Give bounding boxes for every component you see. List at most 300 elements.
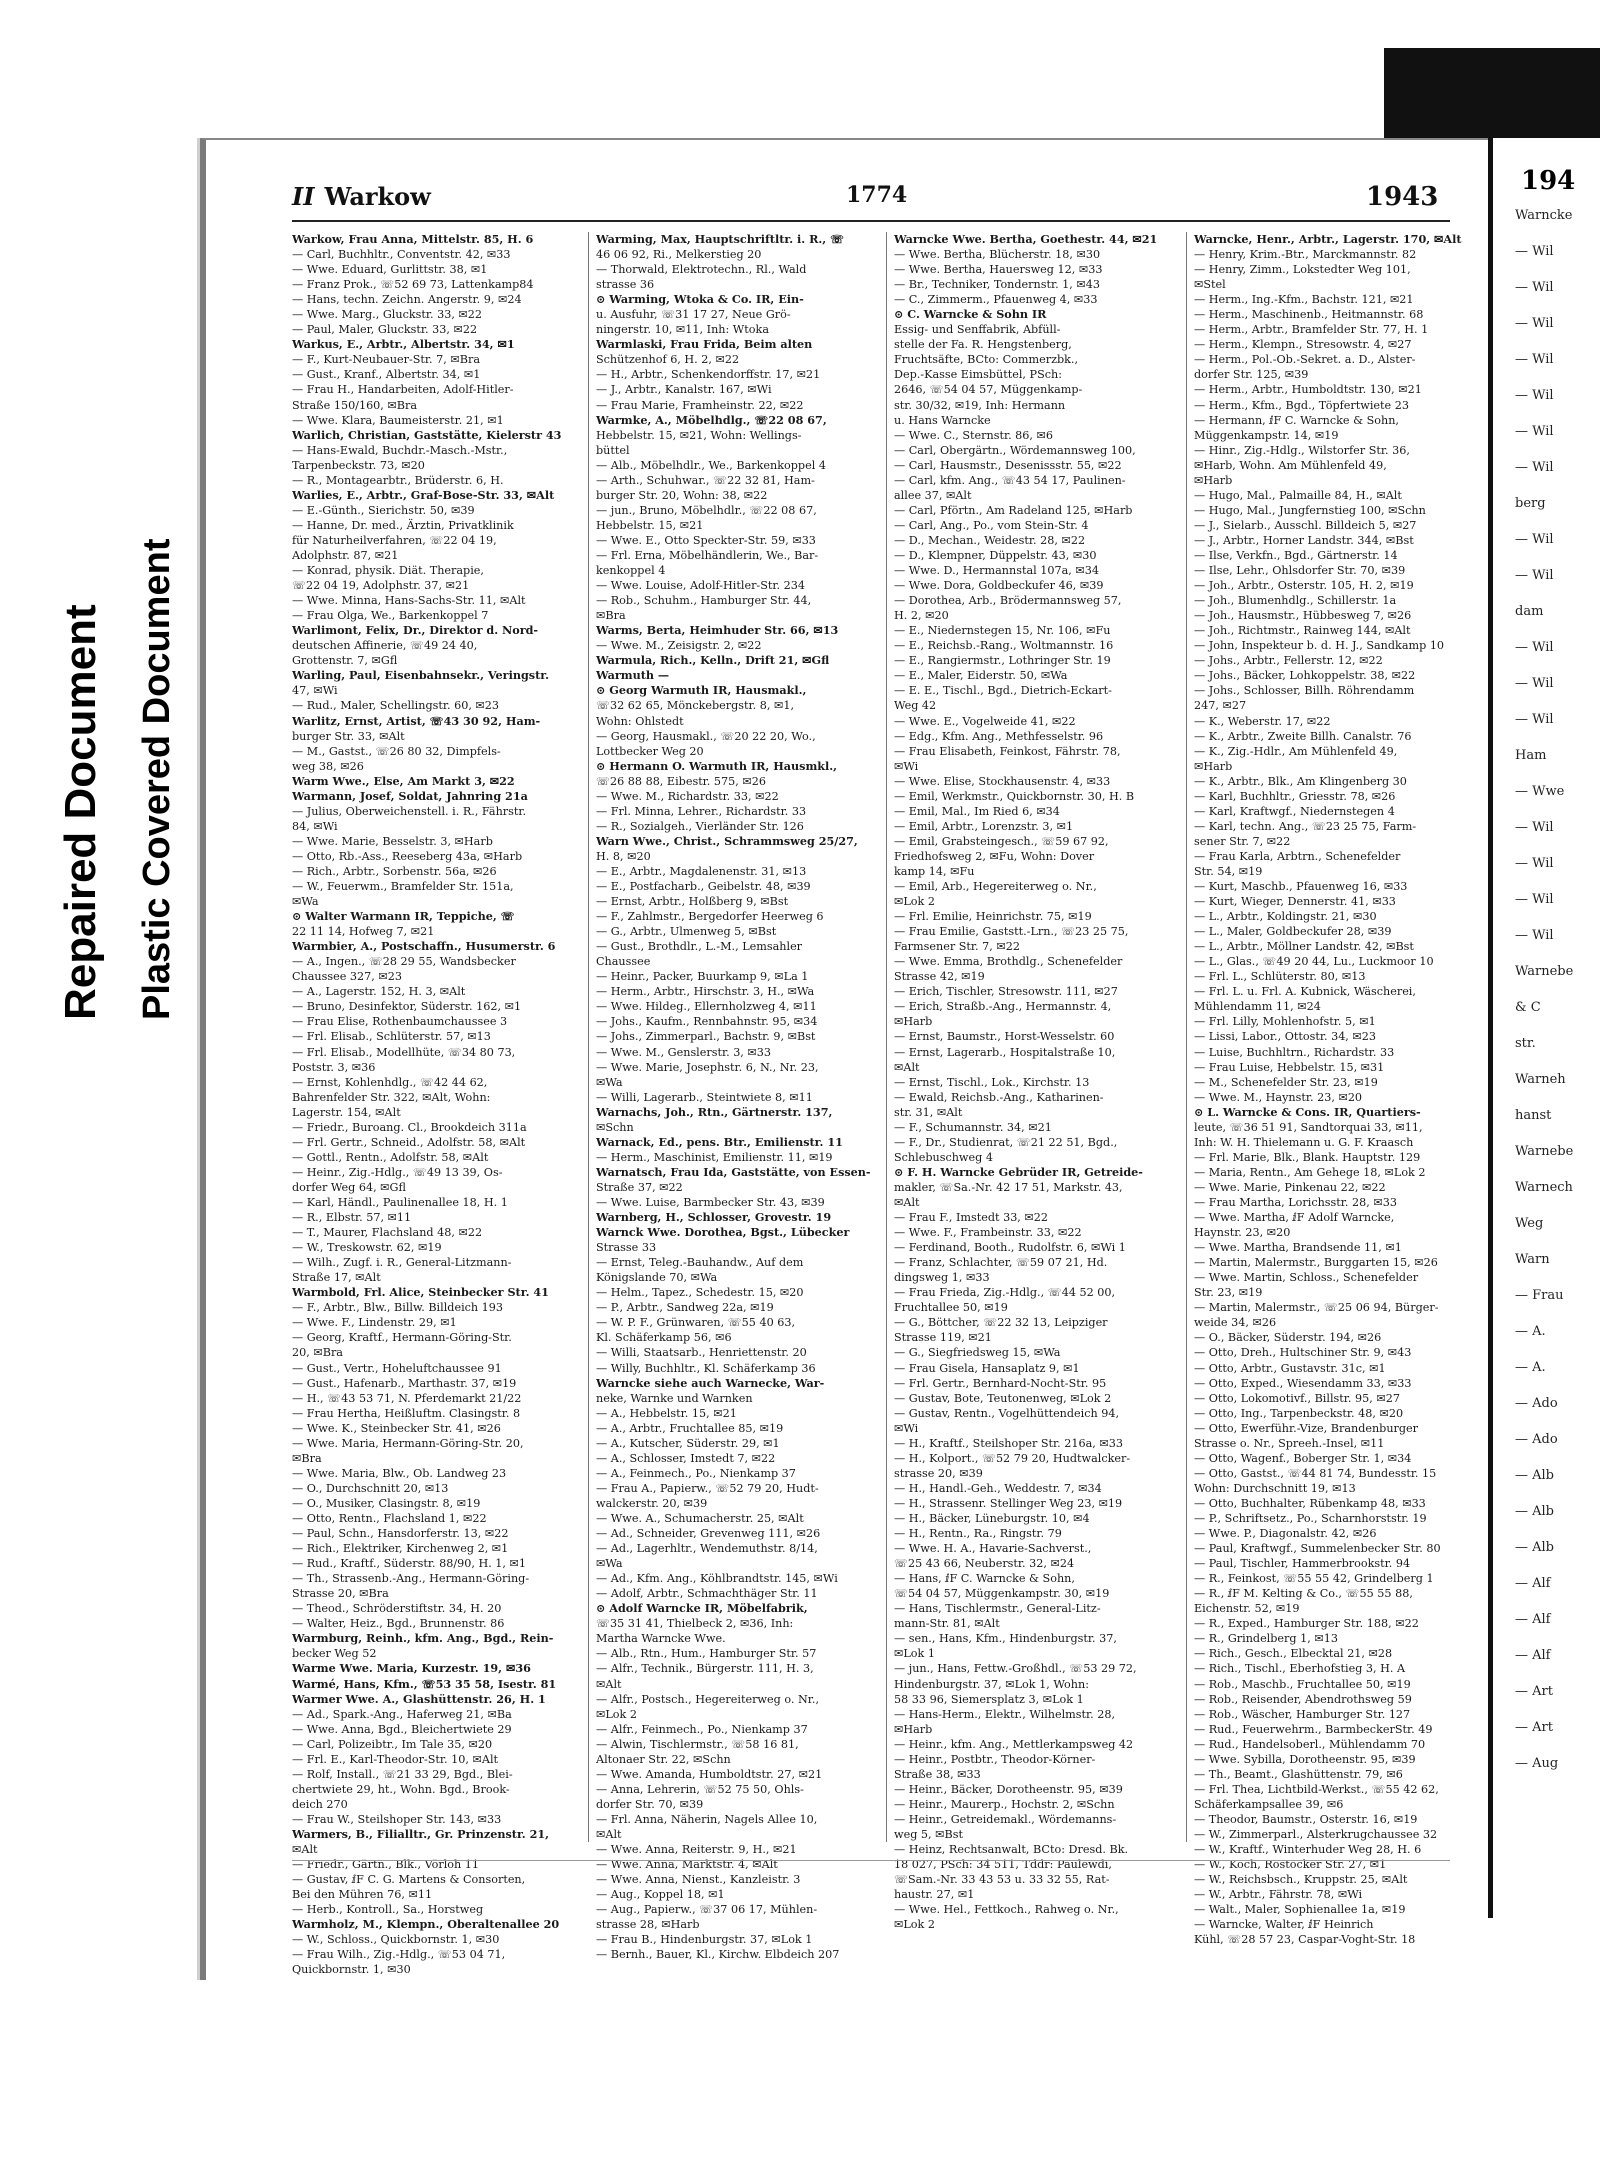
directory-line: — Erich, Tischler, Stresowstr. 111, ✉27	[894, 985, 1118, 999]
directory-line: — Gust., Brothdlr., L.-M., Lemsahler	[596, 940, 803, 954]
directory-line: Str. 54, ✉19	[1194, 864, 1263, 878]
directory-line: — G., Siegfriedsweg 15, ✉Wa	[894, 1346, 1061, 1360]
directory-line: — Ernst, Teleg.-Bauhandw., Auf dem	[596, 1256, 804, 1270]
directory-line: — W., Arbtr., Fährstr. 78, ✉Wi	[1194, 1888, 1363, 1902]
directory-line: Warkus, E., Arbtr., Albertstr. 34, ✉1	[292, 337, 515, 352]
directory-line: Bei den Mühren 76, ✉11	[292, 1888, 433, 1902]
directory-line: — Heinr., kfm. Ang., Mettlerkampsweg 42	[894, 1737, 1134, 1751]
directory-line: — Ernst, Tischl., Lok., Kirchstr. 13	[894, 1075, 1090, 1089]
directory-line: — H., Bäcker, Lüneburgstr. 10, ✉4	[894, 1511, 1090, 1525]
directory-line: — Wwe. Martin, Schloss., Schenefelder	[1194, 1271, 1419, 1285]
directory-line: — Wwe. C., Sternstr. 86, ✉6	[894, 428, 1054, 442]
adjacent-line: — Art	[1515, 1720, 1553, 1735]
directory-line: 47, ✉Wi	[292, 684, 338, 698]
adjacent-line: — Wil	[1515, 640, 1554, 655]
directory-line: — Ferdinand, Booth., Rudolfstr. 6, ✉Wi 1	[894, 1241, 1126, 1255]
directory-line: — Lissi, Labor., Ottostr. 34, ✉23	[1194, 1030, 1377, 1044]
directory-line: Schäferkampsallee 39, ✉6	[1194, 1797, 1344, 1811]
adjacent-line: — Wil	[1515, 712, 1554, 727]
head-name: Warkow	[324, 182, 431, 211]
directory-line: — Wwe. Marie, Josephstr. 6, N., Nr. 23,	[596, 1060, 819, 1074]
directory-line: Straße 37, ✉22	[596, 1180, 683, 1194]
directory-line: — Hugo, Mal., Jungfernstieg 100, ✉Schn	[1194, 503, 1426, 517]
directory-line: Haynstr. 23, ✉20	[1194, 1226, 1291, 1240]
directory-line: u. Hans Warncke	[894, 413, 991, 427]
adjacent-line: — Wil	[1515, 568, 1554, 583]
adjacent-line: Warnebe	[1515, 964, 1574, 979]
directory-line: — Herm., Arbtr., Humboldtstr. 130, ✉21	[1194, 383, 1422, 397]
directory-line: — Heinr., Zig.-Hdlg., ☏49 13 39, Os-	[292, 1165, 503, 1179]
directory-line: — Wwe. Dora, Goldbeckufer 46, ✉39	[894, 579, 1104, 593]
directory-line: — John, Inspekteur b. d. H. J., Sandkamp 10	[1194, 639, 1445, 653]
directory-line: Warmer Wwe. A., Glashüttenstr. 26, H. 1	[292, 1691, 546, 1706]
directory-line: — Rob., Maschb., Fruchtallee 50, ✉19	[1194, 1677, 1411, 1691]
directory-line: — Frl. L., Schlüterstr. 80, ✉13	[1194, 970, 1366, 984]
directory-line: — Frl. Minna, Lehrer., Richardstr. 33	[596, 804, 807, 818]
directory-line: Warncke Wwe. Bertha, Goethestr. 44, ✉21	[894, 232, 1158, 246]
adjacent-line: — Alf	[1515, 1576, 1551, 1591]
directory-line: — Hans-Ewald, Buchdr.-Masch.-Mstr.,	[292, 443, 508, 457]
directory-line: — Anna, Lehrerin, ☏52 75 50, Ohls-	[596, 1782, 804, 1796]
directory-line: — Otto, Arbtr., Gustavstr. 31c, ✉1	[1194, 1361, 1386, 1375]
directory-line: — Gust., Vertr., Hoheluftchaussee 91	[292, 1361, 502, 1375]
directory-line: — H., Rentn., Ra., Ringstr. 79	[894, 1527, 1062, 1541]
directory-line: ningerstr. 10, ✉11, Inh: Wtoka	[596, 323, 769, 337]
directory-line: — Rich., Gesch., Elbecktal 21, ✉28	[1194, 1647, 1393, 1661]
directory-line: — Wwe. Anna, Nienst., Kanzleistr. 3	[596, 1873, 801, 1887]
directory-line: — Johs., Zimmerparl., Bachstr. 9, ✉Bst	[596, 1030, 816, 1044]
directory-line: — Wwe. Elise, Stockhausenstr. 4, ✉33	[894, 774, 1111, 788]
directory-line: — K., Zig.-Hdlr., Am Mühlenfeld 49,	[1194, 744, 1398, 758]
directory-line: — Frau Elisabeth, Feinkost, Fährstr. 78,	[894, 744, 1121, 758]
directory-line: Warmlaski, Frau Frida, Beim alten	[596, 337, 813, 352]
directory-line: — Frl. Lilly, Mohlenhofstr. 5, ✉1	[1194, 1015, 1376, 1029]
directory-line: — R., Exped., Hamburger Str. 188, ✉22	[1194, 1617, 1419, 1631]
directory-line: — W., Feuerwm., Bramfelder Str. 151a,	[292, 880, 514, 894]
directory-line: str. 30/32, ✉19, Inh: Hermann	[894, 398, 1066, 412]
directory-line: — W., Koch, Rostocker Str. 27, ✉1	[1194, 1858, 1387, 1872]
directory-line: ✉Alt	[596, 1677, 622, 1691]
directory-line: — M., Gastst., ☏26 80 32, Dimpfels-	[292, 744, 501, 758]
directory-line: kamp 14, ✉Fu	[894, 864, 975, 878]
directory-line: — A., Feinmech., Po., Nienkamp 37	[596, 1466, 796, 1480]
directory-line: Warmholz, M., Klempn., Oberaltenallee 20	[292, 1917, 560, 1932]
directory-line: Warm Wwe., Else, Am Markt 3, ✉22	[292, 773, 515, 788]
directory-line: Str. 23, ✉19	[1194, 1286, 1263, 1300]
directory-line: — Wwe. M., Haynstr. 23, ✉20	[1194, 1090, 1363, 1104]
directory-line: — Wwe. Bertha, Blücherstr. 18, ✉30	[894, 248, 1101, 262]
directory-line: ✉Harb, Wohn. Am Mühlenfeld 49,	[1194, 458, 1387, 472]
directory-line: — Frau B., Hindenburgstr. 37, ✉Lok 1	[596, 1933, 813, 1947]
directory-line: — Frau Emilie, Gaststt.-Lrn., ☏23 25 75,	[894, 925, 1129, 939]
directory-line: ✉Alt	[894, 1060, 920, 1074]
directory-line: Wohn: Ohlstedt	[596, 714, 684, 728]
directory-line: — Herm., Arbtr., Bramfelder Str. 77, H. 1	[1194, 323, 1429, 337]
section-numeral: II	[292, 182, 315, 211]
directory-line: ⊙ Adolf Warncke IR, Möbelfabrik,	[596, 1601, 808, 1616]
directory-line: — Wwe. K., Steinbecker Str. 41, ✉26	[292, 1421, 501, 1435]
directory-line: Warmke, A., Möbelhdlg., ☏22 08 67,	[596, 412, 827, 427]
directory-line: — Frau W., Steilshoper Str. 143, ✉33	[292, 1812, 502, 1826]
directory-line: — Ilse, Verkfn., Bgd., Gärtnerstr. 14	[1194, 548, 1398, 562]
directory-line: — Ewald, Reichsb.-Ang., Katharinen-	[894, 1090, 1104, 1104]
directory-line: — Herm., Klempn., Stresowstr. 4, ✉27	[1194, 338, 1412, 352]
directory-line: — A., Arbtr., Fruchtallee 85, ✉19	[596, 1421, 784, 1435]
directory-line: — Emil, Arb., Hegereiterweg o. Nr.,	[894, 880, 1097, 894]
directory-line: Warkow, Frau Anna, Mittelstr. 85, H. 6	[292, 232, 534, 246]
directory-line: — R., ⅈF M. Kelting & Co., ☏55 55 88,	[1194, 1587, 1413, 1601]
directory-line: Warlies, E., Arbtr., Graf-Bose-Str. 33, ✉Alt	[292, 487, 555, 502]
directory-line: — Carl, Pförtn., Am Radeland 125, ✉Harb	[894, 503, 1133, 517]
adjacent-line: — Wwe	[1515, 784, 1565, 799]
directory-line: — sen., Hans, Kfm., Hindenburgstr. 37,	[894, 1632, 1117, 1646]
directory-line: ☏32 62 65, Mönckebergstr. 8, ✉1,	[596, 699, 795, 713]
directory-line: Grottenstr. 7, ✉Gfl	[292, 654, 398, 668]
directory-line: — Frl. Thea, Lichtbild-Werkst., ☏55 42 62,	[1194, 1782, 1439, 1796]
directory-line: ✉Wi	[894, 1421, 919, 1435]
directory-line: Warmann, Josef, Soldat, Jahnring 21a	[292, 788, 528, 803]
directory-line: — L., Glas., ☏49 20 44, Lu., Luckmoor 10	[1194, 955, 1434, 969]
directory-line: — Rud., Kraftf., Süderstr. 88/90, H. 1, ✉1	[292, 1557, 527, 1571]
directory-line: ☏35 31 41, Thielbeck 2, ✉36, Inh:	[596, 1617, 794, 1631]
directory-line: 247, ✉27	[1194, 699, 1247, 713]
directory-line: — W., Schloss., Quickbornstr. 1, ✉30	[292, 1933, 500, 1947]
directory-line: Inh: W. H. Thielemann u. G. F. Kraasch	[1194, 1135, 1414, 1149]
directory-line: 58 33 96, Siemersplatz 3, ✉Lok 1	[894, 1692, 1084, 1706]
directory-line: — E., Niedernstegen 15, Nr. 106, ✉Fu	[894, 624, 1111, 638]
directory-line: — Emil, Grabsteingesch., ☏59 67 92,	[894, 834, 1109, 848]
directory-line: — Edg., Kfm. Ang., Methfesselstr. 96	[894, 729, 1104, 743]
directory-line: allee 37, ✉Alt	[894, 488, 972, 502]
directory-line: — P., Schriftsetz., Po., Scharnhorststr. 19	[1194, 1511, 1427, 1525]
directory-line: — Wwe. Marie, Besselstr. 3, ✉Harb	[292, 834, 493, 848]
directory-line: dingsweg 1, ✉33	[894, 1271, 990, 1285]
directory-line: strasse 28, ✉Harb	[596, 1918, 700, 1932]
directory-line: — L., Arbtr., Koldingstr. 21, ✉30	[1194, 910, 1377, 924]
directory-line: — F., Dr., Studienrat, ☏21 22 51, Bgd.,	[894, 1135, 1118, 1149]
directory-line: Eichenstr. 52, ✉19	[1194, 1602, 1300, 1616]
directory-line: stelle der Fa. R. Hengstenberg,	[894, 338, 1072, 352]
adjacent-line: — Wil	[1515, 316, 1554, 331]
directory-line: — Rob., Wäscher, Hamburger Str. 127	[1194, 1707, 1411, 1721]
adjacent-line: — Alf	[1515, 1612, 1551, 1627]
directory-line: — J., Arbtr., Horner Landstr. 344, ✉Bst	[1194, 533, 1414, 547]
directory-line: — Ilse, Lehr., Ohlsdorfer Str. 70, ✉39	[1194, 564, 1406, 578]
directory-line: — Georg, Hausmakl., ☏20 22 20, Wo.,	[596, 729, 816, 743]
directory-line: — Gustav, ⅈF C. G. Martens & Consorten,	[292, 1873, 526, 1887]
directory-line: — A., Kutscher, Süderstr. 29, ✉1	[596, 1436, 780, 1450]
directory-line: — A., Ingen., ☏28 29 55, Wandsbecker	[292, 955, 516, 969]
directory-line: Schlebuschweg 4	[894, 1150, 993, 1164]
directory-line: ☏Sam.-Nr. 33 43 53 u. 33 32 55, Rat-	[894, 1873, 1110, 1887]
directory-line: — M., Schenefelder Str. 23, ✉19	[1194, 1075, 1378, 1089]
directory-line: ☏22 04 19, Adolphstr. 37, ✉21	[292, 579, 470, 593]
directory-line: Warmé, Hans, Kfm., ☏53 35 58, Isestr. 81	[292, 1676, 557, 1691]
adjacent-page-fragment	[1488, 138, 1605, 1918]
running-head	[292, 182, 431, 211]
directory-line: — Carl, Buchhltr., Conventstr. 42, ✉33	[292, 248, 511, 262]
directory-line: — Maria, Rentn., Am Gehege 18, ✉Lok 2	[1194, 1165, 1426, 1179]
directory-line: — Frl. Elisab., Modellhüte, ☏34 80 73,	[292, 1045, 516, 1059]
directory-line: ⊙ F. H. Warncke Gebrüder IR, Getreide-	[894, 1164, 1143, 1179]
column-divider	[1186, 232, 1187, 1842]
directory-line: — Joh., Blumenhdlg., Schillerstr. 1a	[1194, 594, 1397, 608]
directory-line: — Ernst, Baumstr., Horst-Wesselstr. 60	[894, 1030, 1115, 1044]
directory-line: Adolphstr. 87, ✉21	[292, 548, 399, 562]
directory-line: — Gottl., Rentn., Adolfstr. 58, ✉Alt	[292, 1150, 489, 1164]
adjacent-line: Warnebe	[1515, 1144, 1574, 1159]
directory-line: — Konrad, physik. Diät. Therapie,	[292, 564, 484, 578]
directory-line: — Frl. E., Karl-Theodor-Str. 10, ✉Alt	[292, 1752, 499, 1766]
directory-line: Lottbecker Weg 20	[596, 744, 704, 758]
directory-line: — Franz Prok., ☏52 69 73, Lattenkamp84	[292, 278, 534, 292]
directory-line: — Heinr., Getreidemakl., Wördemanns-	[894, 1812, 1117, 1826]
directory-line: — Rob., Reisender, Abendrothsweg 59	[1194, 1692, 1412, 1706]
directory-line: — Emil, Werkmstr., Quickbornstr. 30, H. B	[894, 789, 1135, 803]
directory-line: — Carl, Obergärtn., Wördemannsweg 100,	[894, 443, 1136, 457]
directory-line: — Otto, Ewerführ.-Vize, Brandenburger	[1194, 1421, 1419, 1435]
directory-line: — Herm., Maschinist, Emilienstr. 11, ✉19	[596, 1150, 833, 1164]
directory-line: — Alb., Möbelhdlr., We., Barkenkoppel 4	[596, 458, 826, 472]
directory-line: — Ad., Lagerhltr., Wendemuthstr. 8/14,	[596, 1542, 818, 1556]
adjacent-line: — Alb	[1515, 1468, 1554, 1483]
directory-line: Altonaer Str. 22, ✉Schn	[596, 1752, 731, 1766]
directory-line: walckerstr. 20, ✉39	[596, 1496, 708, 1510]
directory-line: Straße 150/160, ✉Bra	[292, 398, 418, 412]
directory-line: — E., Postfacharb., Geibelstr. 48, ✉39	[596, 880, 811, 894]
directory-line: Warnberg, H., Schlosser, Grovestr. 19	[596, 1210, 832, 1225]
directory-line: Chaussee 327, ✉23	[292, 970, 402, 984]
directory-line: — Heinr., Postbtr., Theodor-Körner-	[894, 1752, 1096, 1766]
directory-line: Chaussee	[596, 955, 651, 969]
adjacent-line: Warncke	[1515, 208, 1573, 223]
directory-line: Weg 42	[894, 699, 937, 713]
directory-line: — Wwe. Luise, Barmbecker Str. 43, ✉39	[596, 1196, 825, 1209]
directory-line: — Bruno, Desinfektor, Süderstr. 162, ✉1	[292, 1000, 522, 1014]
directory-line: — Ad., Kfm. Ang., Köhlbrandtstr. 145, ✉Wi	[596, 1572, 838, 1586]
directory-line: — Herb., Kontroll., Sa., Horstweg	[292, 1903, 484, 1917]
directory-line: ☏54 04 57, Müggenkampstr. 30, ✉19	[894, 1587, 1110, 1601]
adjacent-line: — Wil	[1515, 280, 1554, 295]
directory-line: — Otto, Buchhalter, Rübenkamp 48, ✉33	[1194, 1496, 1426, 1510]
directory-line: — W., Treskowstr. 62, ✉19	[292, 1241, 442, 1255]
adjacent-line: berg	[1515, 496, 1546, 511]
directory-line: — Joh., Hausmstr., Hübbesweg 7, ✉26	[1194, 609, 1412, 623]
directory-line: Warling, Paul, Eisenbahnsekr., Veringstr.	[292, 668, 549, 683]
directory-line: — Carl, Ang., Po., vom Stein-Str. 4	[894, 518, 1089, 532]
directory-line: ✉Harb	[894, 1015, 933, 1029]
directory-line: Strasse 20, ✉Bra	[292, 1587, 389, 1601]
directory-line: — E., Arbtr., Magdalenenstr. 31, ✉13	[596, 864, 807, 878]
directory-line: — Johs., Bäcker, Lohkoppelstr. 38, ✉22	[1194, 669, 1416, 683]
directory-line: — Wwe. F., Lindenstr. 29, ✉1	[292, 1316, 457, 1330]
directory-line: deutschen Affinerie, ☏49 24 40,	[292, 639, 478, 653]
directory-line: Lagerstr. 154, ✉Alt	[292, 1105, 401, 1119]
directory-line: ✉Alt	[596, 1827, 622, 1841]
directory-line: — Wwe. Minna, Hans-Sachs-Str. 11, ✉Alt	[292, 594, 526, 608]
directory-line: — Joh., Richtmstr., Rainweg 144, ✉Alt	[1194, 624, 1411, 638]
directory-line: — Emil, Mal., Im Ried 6, ✉34	[894, 804, 1060, 818]
directory-line: kenkoppel 4	[596, 564, 666, 578]
directory-line: — Friedr., Buroang. Cl., Brookdeich 311a	[292, 1120, 527, 1134]
directory-line: — Otto, Wagenf., Boberger Str. 1, ✉34	[1194, 1451, 1412, 1465]
directory-line: — Frau H., Handarbeiten, Adolf-Hitler-	[292, 383, 514, 397]
directory-line: — Ernst, Arbtr., Holßberg 9, ✉Bst	[596, 895, 789, 909]
directory-line: — Wwe. Bertha, Hauersweg 12, ✉33	[894, 263, 1103, 277]
directory-line: — Wwe. Marg., Gluckstr. 33, ✉22	[292, 308, 483, 322]
directory-line: — W., Zimmerparl., Alsterkrugchaussee 32	[1194, 1827, 1438, 1841]
directory-line: — Luise, Buchhltrn., Richardstr. 33	[1194, 1045, 1395, 1059]
directory-line: — A., Lagerstr. 152, H. 3, ✉Alt	[292, 985, 466, 999]
directory-line: makler, ☏Sa.-Nr. 42 17 51, Markstr. 43,	[894, 1180, 1123, 1194]
directory-line: ✉Wa	[596, 1075, 623, 1089]
directory-line: ✉Schn	[596, 1120, 634, 1134]
directory-line: — Wwe. Eduard, Gurlittstr. 38, ✉1	[292, 263, 488, 277]
directory-line: — Johs., Arbtr., Fellerstr. 12, ✉22	[1194, 654, 1383, 668]
directory-line: Warncke, Henr., Arbtr., Lagerstr. 170, ✉Alt	[1194, 232, 1462, 246]
directory-line: — Karl, Buchhltr., Griesstr. 78, ✉26	[1194, 789, 1396, 803]
directory-line: — Wwe. Martha, Brandsende 11, ✉1	[1194, 1241, 1402, 1255]
directory-line: strasse 20, ✉39	[894, 1466, 983, 1480]
directory-line: — Frl. L. u. Frl. A. Kubnick, Wäscherei,	[1194, 985, 1416, 999]
adjacent-line: — Alb	[1515, 1504, 1554, 1519]
directory-line: — Hans, ⅈF C. Warncke & Sohn,	[894, 1572, 1075, 1586]
directory-line: — Alfr., Postsch., Hegereiterweg o. Nr.,	[596, 1692, 820, 1706]
directory-line: weide 34, ✉26	[1194, 1316, 1277, 1330]
directory-line: Warnatsch, Frau Ida, Gaststätte, von Essen-	[596, 1164, 871, 1179]
directory-line: Strasse o. Nr., Spreeh.-Insel, ✉11	[1194, 1436, 1385, 1450]
directory-line: — Hans, Tischlermstr., General-Litz-	[894, 1602, 1101, 1616]
directory-line: — Frau A., Papierw., ☏52 79 20, Hudt-	[596, 1481, 819, 1495]
directory-line: — Wwe. M., Richardstr. 33, ✉22	[596, 789, 779, 803]
directory-line: — Frau Wilh., Zig.-Hdlg., ☏53 04 71,	[292, 1948, 506, 1962]
directory-line: — Heinr., Bäcker, Dorotheenstr. 95, ✉39	[894, 1782, 1123, 1796]
directory-line: — Frau Elise, Rothenbaumchaussee 3	[292, 1015, 508, 1029]
directory-line: Farmsener Str. 7, ✉22	[894, 940, 1020, 954]
adjacent-line: — Wil	[1515, 676, 1554, 691]
directory-line: Warlimont, Felix, Dr., Direktor d. Nord-	[292, 623, 539, 638]
directory-line: — K., Arbtr., Zweite Billh. Canalstr. 76	[1194, 729, 1412, 743]
directory-line: ✉Lok 2	[596, 1707, 637, 1721]
adjacent-line: — Ado	[1515, 1396, 1558, 1411]
directory-line: — Rich., Elektriker, Kirchenweg 2, ✉1	[292, 1542, 509, 1556]
directory-line: — L., Maler, Goldbeckufer 28, ✉39	[1194, 925, 1392, 939]
directory-line: burger Str. 20, Wohn: 38, ✉22	[596, 488, 768, 502]
directory-line: Tarpenbeckstr. 73, ✉20	[292, 458, 425, 472]
directory-line: Essig- und Senffabrik, Abfüll-	[894, 323, 1061, 337]
directory-line: Schützenhof 6, H. 2, ✉22	[596, 353, 740, 367]
directory-line: — Herm., Kfm., Bgd., Töpfertwiete 23	[1194, 398, 1409, 412]
directory-line: — Willy, Buchhltr., Kl. Schäferkamp 36	[596, 1361, 816, 1375]
directory-line: dorfer Weg 64, ✉Gfl	[292, 1180, 406, 1194]
directory-line: — Wwe. Amanda, Humboldtstr. 27, ✉21	[596, 1767, 823, 1781]
directory-line: ⊙ Hermann O. Warmuth IR, Hausmkl.,	[596, 758, 838, 773]
adjacent-line: — Alb	[1515, 1540, 1554, 1555]
directory-line: — Willi, Staatsarb., Henriettenstr. 20	[596, 1346, 807, 1360]
directory-line: — Frl. Emilie, Heinrichstr. 75, ✉19	[894, 910, 1092, 924]
adjacent-line: — Wil	[1515, 892, 1554, 907]
adjacent-line: — Wil	[1515, 856, 1554, 871]
directory-line: — Frl. Elisab., Schlüterstr. 57, ✉13	[292, 1030, 491, 1044]
directory-line: — Kurt, Wieger, Dennerstr. 41, ✉33	[1194, 895, 1396, 909]
directory-line: — Carl, Hausmstr., Desenissstr. 55, ✉22	[894, 458, 1122, 472]
directory-line: — Aug., Koppel 18, ✉1	[596, 1888, 725, 1902]
adjacent-year: 194	[1521, 166, 1576, 196]
directory-line: — E., Rangiermstr., Lothringer Str. 19	[894, 654, 1111, 668]
directory-line: — R., Sozialgeh., Vierländer Str. 126	[596, 819, 804, 833]
directory-line: ✉Wa	[292, 895, 319, 909]
directory-line: — T., Maurer, Flachsland 48, ✉22	[292, 1226, 483, 1240]
directory-line: Kühl, ☏28 57 23, Caspar-Voght-Str. 18	[1194, 1933, 1416, 1947]
directory-line: ⊙ Georg Warmuth IR, Hausmakl.,	[596, 683, 807, 698]
directory-line: — Wwe. Marie, Pinkenau 22, ✉22	[1194, 1180, 1386, 1194]
directory-line: Warncke siehe auch Warnecke, War-	[596, 1375, 825, 1390]
directory-line: — Friedr., Gärtn., Blk., Vörloh 11	[292, 1858, 480, 1872]
directory-line: — H., Kraftf., Steilshoper Str. 216a, ✉33	[894, 1436, 1124, 1450]
directory-line: — Frl. Gertr., Bernhard-Nocht-Str. 95	[894, 1376, 1107, 1390]
directory-line: ✉Harb	[1194, 759, 1233, 773]
stamp-line-2: Plastic Covered Document	[136, 538, 178, 1020]
directory-line: ✉Wi	[894, 759, 919, 773]
year-label: 1943	[1366, 182, 1439, 212]
adjacent-line: dam	[1515, 604, 1544, 619]
directory-line: — Herm., Ing.-Kfm., Bachstr. 121, ✉21	[1194, 293, 1414, 307]
directory-line: — Th., Strassenb.-Ang., Hermann-Göring-	[292, 1572, 530, 1586]
directory-line: Fruchtallee 50, ✉19	[894, 1301, 1008, 1315]
directory-line: — Gust., Hafenarb., Marthastr. 37, ✉19	[292, 1376, 517, 1390]
directory-line: 18 027, PSch: 34 511, Tddr: Paulewdi,	[894, 1858, 1112, 1872]
adjacent-line: — Wil	[1515, 388, 1554, 403]
directory-line: — Wwe. Louise, Adolf-Hitler-Str. 234	[596, 579, 805, 593]
directory-line: — O., Bäcker, Süderstr. 194, ✉26	[1194, 1331, 1382, 1345]
directory-line: — Willi, Lagerarb., Steintwiete 8, ✉11	[596, 1090, 813, 1104]
directory-line: ✉Harb	[1194, 473, 1233, 487]
directory-line: — Alwin, Tischlermstr., ☏58 16 81,	[596, 1737, 799, 1751]
adjacent-line: Warnech	[1515, 1180, 1573, 1195]
directory-line: — W., Kraftf., Winterhuder Weg 28, H. 6	[1194, 1843, 1422, 1857]
directory-line: — Hugo, Mal., Palmaille 84, H., ✉Alt	[1194, 488, 1402, 502]
directory-line: — Wwe. Anna, Bgd., Bleichertwiete 29	[292, 1722, 512, 1736]
directory-line: — Joh., Arbtr., Osterstr. 105, H. 2, ✉19	[1194, 579, 1414, 593]
directory-line: — Frau Luise, Hebbelstr. 15, ✉31	[1194, 1060, 1385, 1074]
directory-line: becker Weg 52	[292, 1647, 377, 1661]
adjacent-line: — Wil	[1515, 460, 1554, 475]
adjacent-line: — Wil	[1515, 532, 1554, 547]
directory-line: — Ad., Schneider, Grevenweg 111, ✉26	[596, 1527, 821, 1541]
directory-line: Quickbornstr. 1, ✉30	[292, 1963, 411, 1977]
footer-rule	[292, 1860, 1450, 1861]
directory-line: — Wwe. Anna, Marktstr. 4, ✉Alt	[596, 1858, 778, 1872]
adjacent-line: Warn	[1515, 1252, 1550, 1267]
directory-line: — Frau Hertha, Heißluftm. Clasingstr. 8	[292, 1406, 521, 1420]
directory-line: ☏26 88 88, Eibestr. 575, ✉26	[596, 774, 766, 788]
directory-line: — C., Zimmerm., Pfauenweg 4, ✉33	[894, 293, 1098, 307]
directory-line: — Otto, Rentn., Flachsland 1, ✉22	[292, 1511, 487, 1525]
directory-line: Friedhofsweg 2, ✉Fu, Wohn: Dover	[894, 849, 1095, 863]
directory-line: — Wwe. Maria, Blw., Ob. Landweg 23	[292, 1466, 507, 1480]
directory-line: — Aug., Papierw., ☏37 06 17, Mühlen-	[596, 1903, 818, 1917]
directory-line: — R., Elbstr. 57, ✉11	[292, 1211, 412, 1225]
directory-line: — H., Kolport., ☏52 79 20, Hudtwalcker-	[894, 1451, 1131, 1465]
directory-line: — Hanne, Dr. med., Ärztin, Privatklinik	[292, 518, 514, 532]
directory-line: — Wwe. Hildeg., Ellernholzweg 4, ✉11	[596, 1000, 817, 1014]
directory-line: — Dorothea, Arb., Brödermannsweg 57,	[894, 594, 1122, 608]
directory-line: — Bernh., Bauer, Kl., Kirchw. Elbdeich 207	[596, 1948, 840, 1962]
directory-line: Bahrenfelder Str. 322, ✉Alt, Wohn:	[292, 1090, 491, 1104]
directory-line: — Emil, Arbtr., Lorenzstr. 3, ✉1	[894, 819, 1074, 833]
directory-line: haustr. 27, ✉1	[894, 1888, 975, 1902]
directory-line: ✉Alt	[894, 1196, 920, 1209]
